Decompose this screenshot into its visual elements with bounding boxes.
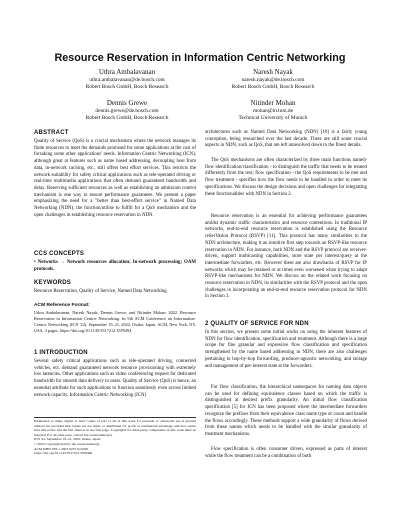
author-affiliation: Technical University of Munich xyxy=(238,115,308,122)
copyright-footnote: Permission to make digital or hard copies of part or all of this work for personal or classroom use is granted without fee provided that copies are not made or distributed for profit or commercial advantage and that copies bear this notice and the full citation on the first page. Copyrights for third-party components of this work must be honored. For all other uses, contact the owner/author(s). ICN '22, September 19–21, 2022, Osaka, Japan © 2022 Copyright held by the owner/author(s). ACM ISBN 978-1-4503-9257-0/22/09 https://doi.org/10.1145/3517212.3559494 xyxy=(34,419,196,456)
author-block xyxy=(198,69,348,92)
right-paragraph-2: The QoS mechanisms are often characterized by three main functions namely flow identification/classification - to distinguish the traffic that needs to be treated differently from the rest; flow specification - the QoS requirements to be met and flow treatment - specifies how the flow needs to be handled in order to meet its specifications. We discuss the design decisions and open challenges for integrating these functionalities with NDN in Section 2. xyxy=(205,158,367,197)
abstract-heading: ABSTRACT xyxy=(34,130,69,136)
author-name: Uthra Ambalavanan xyxy=(98,68,156,76)
footnote-divider xyxy=(34,417,196,418)
keywords-text: Resource Reservation, Quality of Service, Named Data Networking xyxy=(34,289,167,294)
ccs-heading: CCS CONCEPTS xyxy=(34,251,85,257)
introduction-heading: 1 INTRODUCTION xyxy=(34,350,88,356)
keywords-heading: KEYWORDS xyxy=(34,280,71,286)
author-block xyxy=(198,100,348,123)
right-paragraph-3: Resource reservation is an essential for achieving performance guarantees amidst dynamic traffic characteristics and resource contentions. In traditional IP networks, end-to-end resource reservation is established using the Resource reSerVation Protocol (RSVP) [11]. This protocol has many similarities to the NDN architecture, making it an intuitive first step towards an RSVP-like resource reservation in NDN. For instance, both NDN and the RSVP protocol are receiver-driven, support multicasting capabilities, store state per interest/query at the intermediate forwarders, etc. However there are also drawbacks of RSVP for IP networks which may be retained or at times even worsened when trying to adapt RSVP-like mechanisms for NDN. We discuss on the related work focusing on resource reservation in NDN, its similarities with the RSVP protocol and the open challenges in incorporating an end-to-end resource reservation protocol for NDN in Section 3. xyxy=(205,214,367,300)
author-email: uthra.ambalavanan@de.bosch.com xyxy=(89,76,165,83)
section-2-paragraph-3: Flow specification is often consumer driven, expressed as parts of interest while the flow treatment can be a combination of both xyxy=(205,447,367,459)
author-affiliation: Robert Bosch GmbH, Bosch Research xyxy=(231,84,315,91)
author-block xyxy=(52,69,202,92)
author-affiliation: Robert Bosch GmbH, Bosch Research xyxy=(85,84,169,91)
section-2-paragraph-1: In this section, we present some initial works on using the inherent features of NDN for flow identification, specification and treatment. Although there is a large scope for fine granular and expressive flow classification and specification strengthened by the name based addressing in NDN, there are also challenges pertaining to hop-by-hop forwarding, producer-agnostic networking, and storage and management of per-interest state at the forwarders. xyxy=(205,330,367,369)
author-affiliation: Robert Bosch GmbH, Bosch Research xyxy=(85,115,169,122)
abstract-text: Quality of Service (QoS) is a crucial mechanism where the network manages its finite resources to meet the demands promised for some applications at the cost of forsaking some other applications' needs. Information Centric Networking (ICN), although great at features such as name based addressing, decoupling host from data, in-network caching, etc., still offers best effort services. This restricts the network suitability for safety critical applications such as tele-operated driving or real-time multimedia applications that often demand guaranteed bandwidth and delay. Reserving sufficient resources as well as establishing an admission control mechanism is one way to ensure performance guarantees. We present a paper emphasizing the need for a "better than best-effort service" in Named Data Networking (NDN), the function/utilise to fulfill for a QoS mechanism and the open challenges in establishing resource reservation in NDN. xyxy=(34,139,196,218)
author-block xyxy=(52,100,202,123)
right-paragraph-1: architectures such as Named Data Networking (NDN) [10] is a fairly young conception, being researched over the last decade. There are still some crucial aspects in NDN, such as QoS, that are left unresolved down to the finest details. xyxy=(205,130,367,149)
author-email: mohan@in.tum.de xyxy=(253,107,293,114)
author-name: Naresh Nayak xyxy=(253,68,293,76)
ccs-concepts: • Networks → Network resources allocation; In-network processing; OAM protocols. xyxy=(34,260,196,272)
section-2-paragraph-2: For flow classification, the hierarchical namespaces for naming data objects can be used for defining equivalence classes based on which the traffic is distinguished at desired prefix granularity. An initial flow classification specification [5] for ICN has been proposed where the intermediate forwarders recognize the prefixes from their equivalence class name type or count and handle the flows accordingly. These methods support a wide granularity of flows derived from these names which needs to be handled with the similar granularity of treatment mechanisms. xyxy=(205,385,367,437)
author-name: Dennis Grewe xyxy=(106,99,148,107)
author-name: Nitinder Mohan xyxy=(250,99,296,107)
introduction-text: Several safety critical applications such as tele-operated driving, connected vehicles, etc. demand guaranteed network resource provisioning with extremely low latencies. Other applications such as video conferencing request for dedicated bandwidth for smooth data delivery to users. Quality of Service (QoS) is hence, an essential attribute for such applications to function seamlessly even across limited network capacity. Information Centric Networking (ICN) xyxy=(34,359,196,398)
author-email: naresh.nayak@de.bosch.com xyxy=(241,76,305,83)
section-2-heading: 2 QUALITY OF SERVICE FOR NDN xyxy=(205,321,309,327)
acm-reference-heading: ACM Reference Format: xyxy=(34,303,90,308)
author-email: dennis.grewe@de.bosch.com xyxy=(95,107,159,114)
paper-title: Resource Reservation in Information Centric Networking xyxy=(54,52,346,64)
acm-reference-text: Uthra Ambalavanan, Naresh Nayak, Dennis Grewe, and Nitinder Mohan. 2022. Resource Reservation in Information Centric Networking. In 9th ACM Conference on Information-Centric Networking (ICN '22), September 19–21, 2022, Osaka, Japan. ACM, New York, NY, USA, 3 pages. https://doi.org/10.1145/3517212.3559494 xyxy=(34,310,196,333)
